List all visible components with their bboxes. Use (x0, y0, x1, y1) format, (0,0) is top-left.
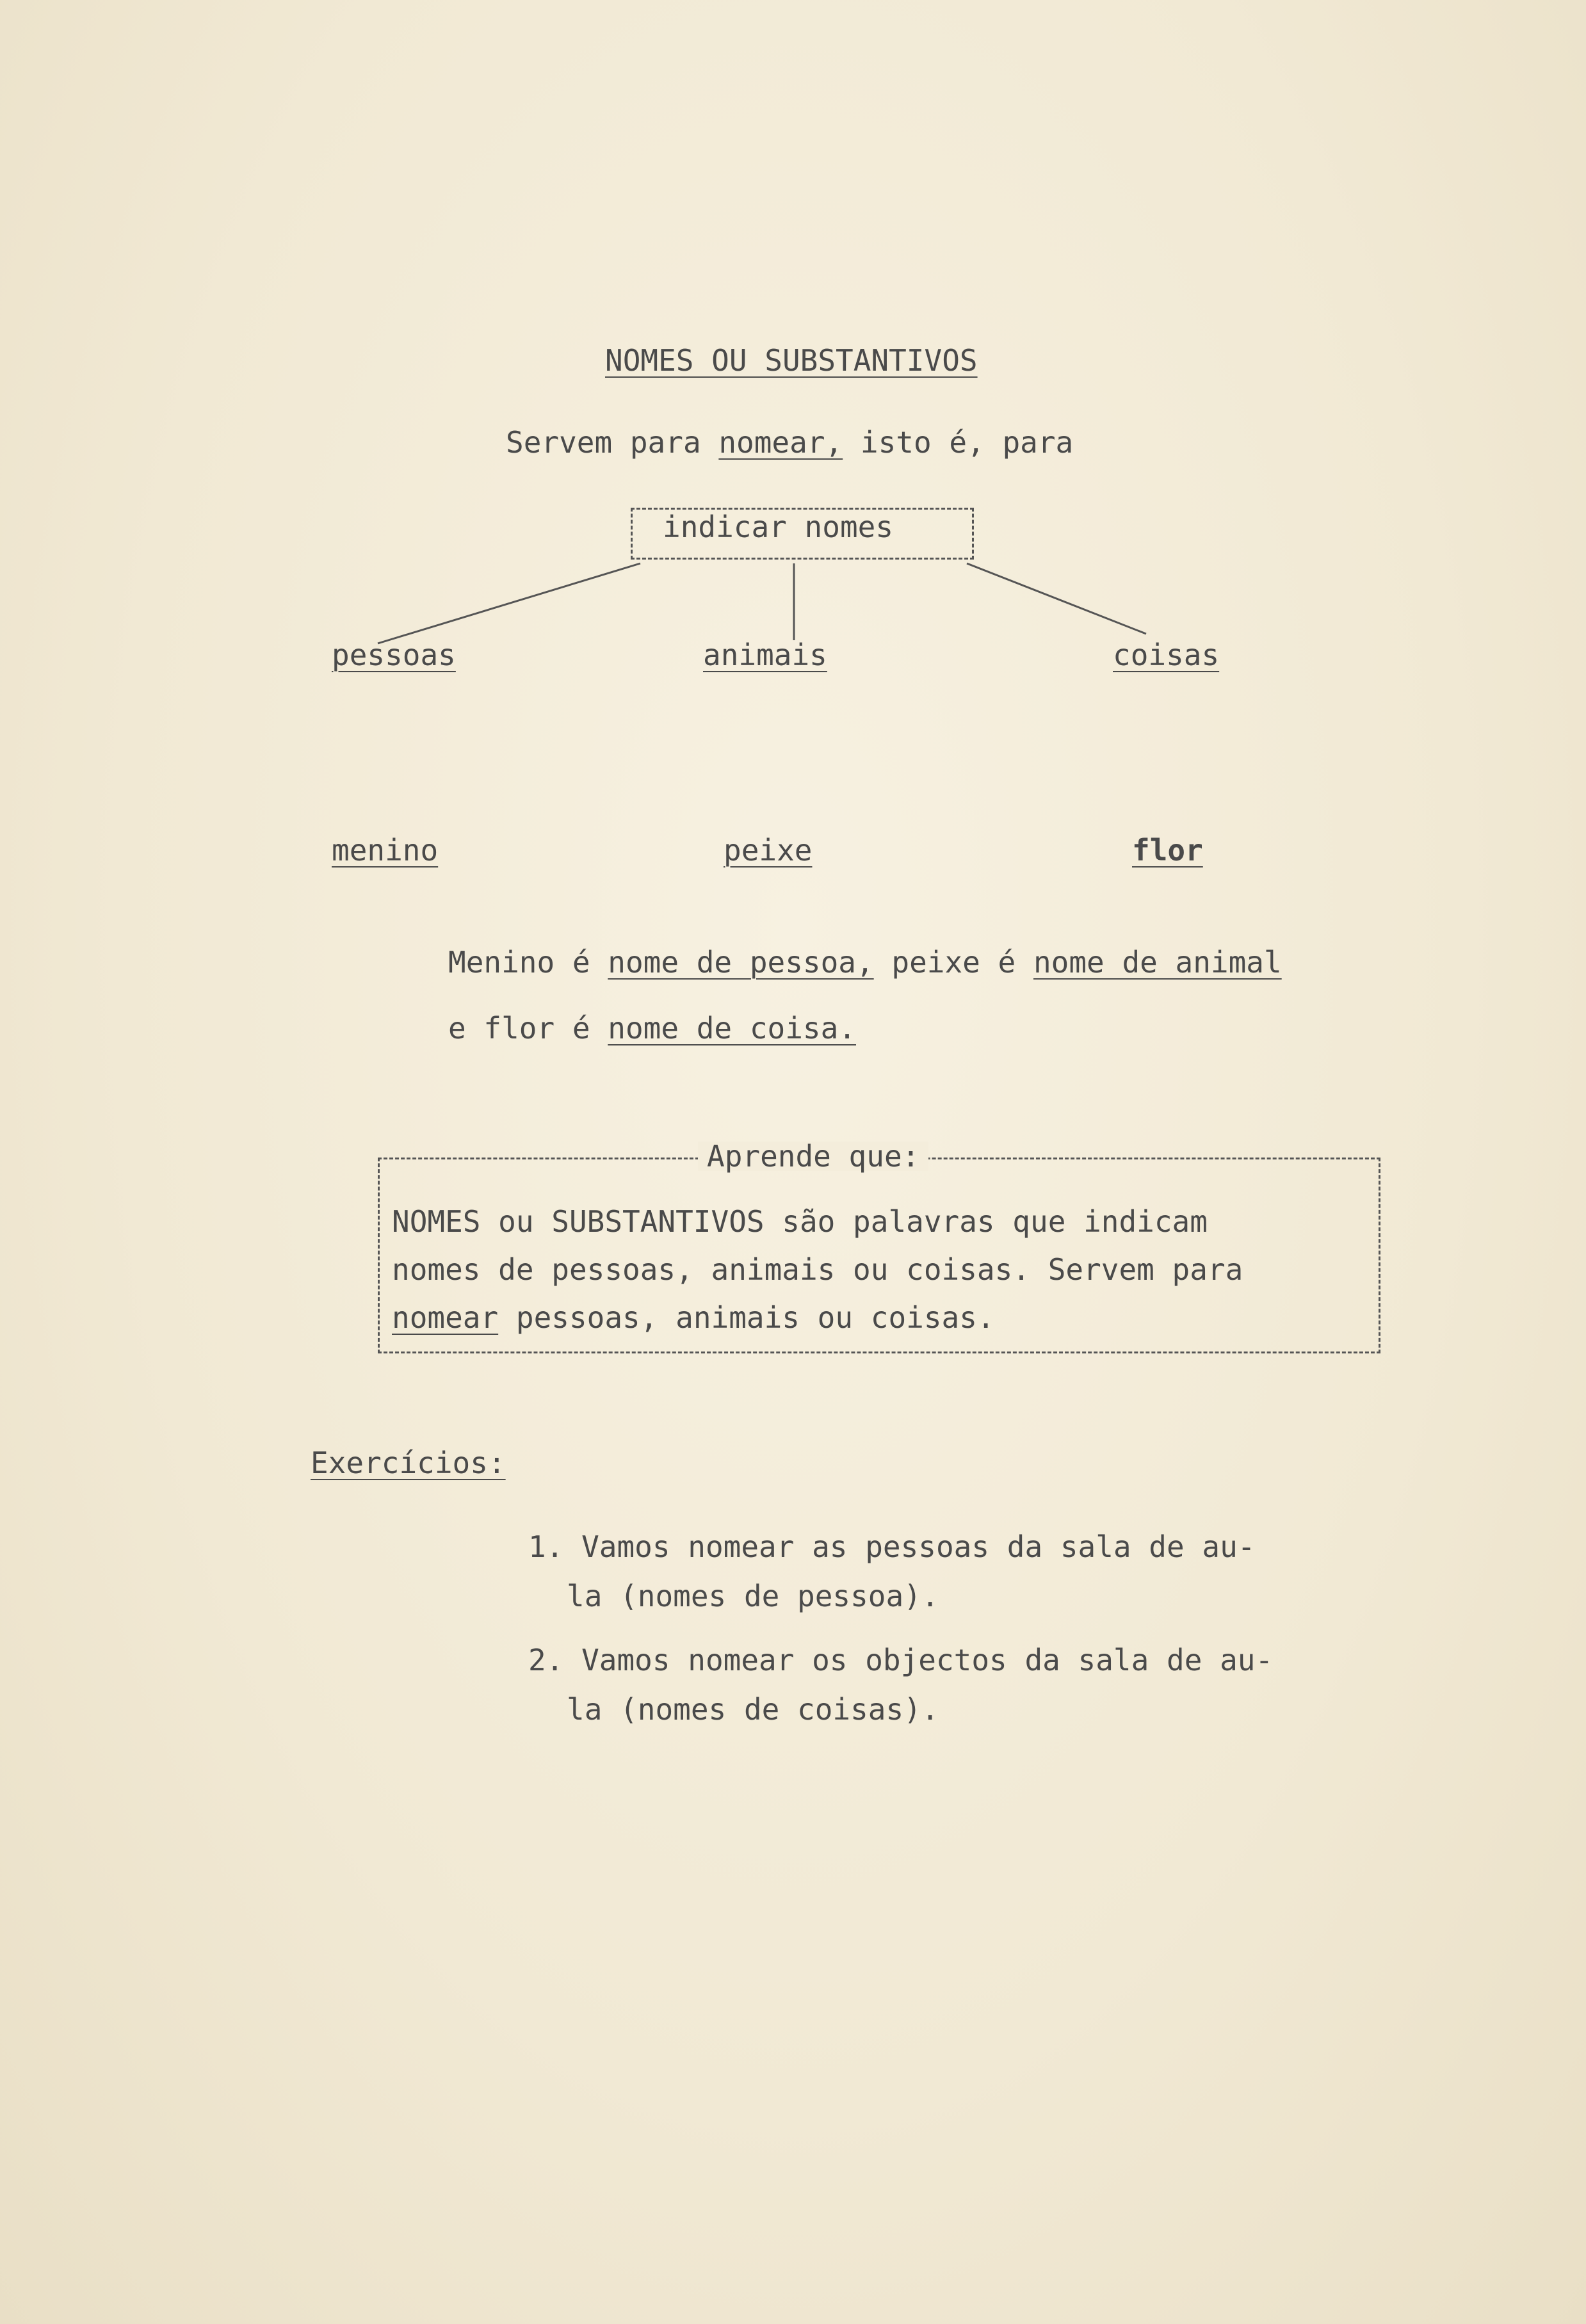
category-pessoas: pessoas (332, 638, 456, 672)
exercise-1-line-1: 1. Vamos nomear as pessoas da sala de au- (528, 1529, 1256, 1564)
intro-line (506, 425, 1074, 460)
category-animais: animais (703, 638, 827, 672)
example-flor: flor (1132, 833, 1203, 867)
example-menino: menino (332, 833, 439, 867)
intro-suffix: isto é, para (860, 425, 1074, 460)
explanation-underlined: nome de animal (1033, 945, 1282, 980)
explanation-underlined: nome de pessoa, (608, 945, 874, 980)
rule-line-1: NOMES ou SUBSTANTIVOS são palavras que indicam (392, 1204, 1208, 1239)
rule-text: pessoas, animais ou coisas. (515, 1300, 995, 1335)
exercise-1-line-2: la (nomes de pessoa). (567, 1579, 939, 1613)
exercise-2-line-2: la (nomes de coisas). (567, 1692, 939, 1727)
connector-coisas (967, 563, 1146, 634)
connector-pessoas (378, 563, 640, 643)
explanation-line-2 (448, 1013, 856, 1043)
page-title: NOMES OU SUBSTANTIVOS (605, 343, 978, 378)
rule-line-3 (392, 1300, 995, 1335)
explanation-text: e flor é (448, 1011, 590, 1045)
category-coisas: coisas (1113, 638, 1220, 672)
explanation-underlined: nome de coisa. (608, 1011, 856, 1045)
explanation-line-1 (448, 945, 1282, 980)
boxed-phrase: indicar nomes (663, 510, 894, 544)
rule-box-heading: Aprende que: (698, 1142, 928, 1171)
explanation-text: Menino é (448, 945, 590, 980)
exercise-2-line-1: 2. Vamos nomear os objectos da sala de au- (528, 1643, 1274, 1677)
explanation-text: peixe é (891, 945, 1016, 980)
intro-prefix: Servem para (506, 425, 701, 460)
exercises-heading: Exercícios: (311, 1446, 506, 1480)
example-peixe: peixe (724, 833, 813, 867)
rule-line-2: nomes de pessoas, animais ou coisas. Servem para (392, 1252, 1243, 1287)
intro-keyword: nomear, (718, 425, 843, 460)
rule-keyword: nomear (392, 1300, 499, 1335)
